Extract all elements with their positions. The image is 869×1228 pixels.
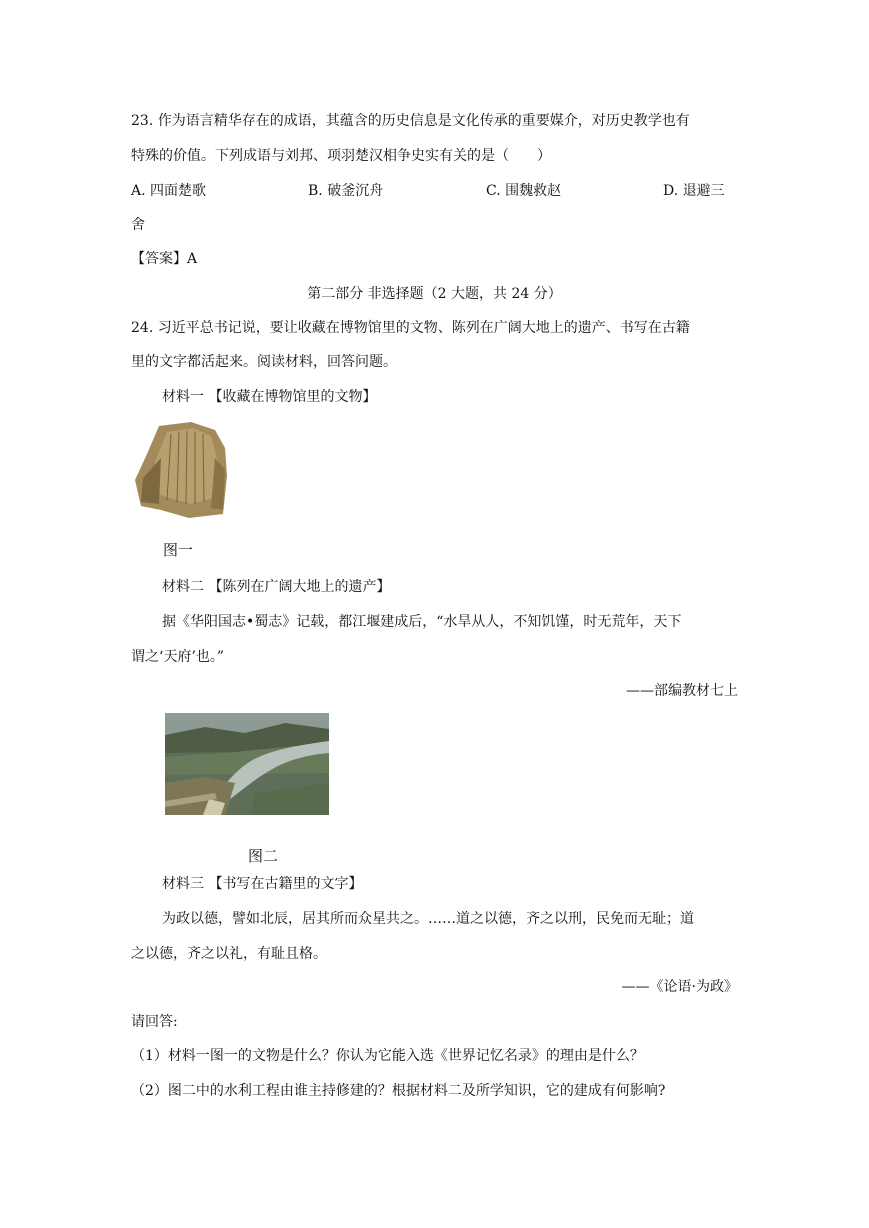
figure2-label: 图二 [248,847,279,865]
part2-title: 第二部分 非选择题（2 大题，共 24 分） [307,286,562,302]
material2-source: ——部编教材七上 [626,683,738,699]
material3-source: ——《论语·为政》 [621,979,738,995]
answer-prompt: 请回答: [131,1014,178,1030]
sub-question-2: （2）图二中的水利工程由谁主持修建的？根据材料二及所学知识，它的建成有何影响? [131,1083,666,1099]
q24-stem-line2: 里的文字都活起来。阅读材料，回答问题。 [131,354,397,370]
material3-text-line2: 之以德，齐之以礼，有耻且格。 [131,946,327,962]
q23-option-b: B. 破釜沉舟 [308,183,384,199]
q23-option-d: D. 退避三 [663,183,725,199]
material2-text-line2: 谓之‘天府’也。” [131,649,225,665]
dujiangyan-photo [165,713,329,815]
q23-stem-line1: 23. 作为语言精华存在的成语，其蕴含的历史信息是文化传承的重要媒介，对历史教学也有 [131,113,690,129]
q23-answer: 【答案】A [131,251,198,267]
material3-text-line1: 为政以德，譬如北辰，居其所而众星共之。……道之以德，齐之以刑，民免而无耻；道 [162,911,694,927]
dujiangyan-image [165,713,329,815]
material3-heading: 材料三 【书写在古籍里的文字】 [162,876,363,892]
q24-stem-line1: 24. 习近平总书记说，要让收藏在博物馆里的文物、陈列在广阔大地上的遗产、书写在古籍 [131,320,690,336]
q23-option-d-wrap: 舍 [131,217,145,233]
material2-text-line1: 据《华阳国志•蜀志》记载，都江堰建成后，“水旱从人，不知饥馑，时无荒年，天下 [162,614,682,630]
bamboo-slip-photo [131,418,231,524]
material2-heading: 材料二 【陈列在广阔大地上的遗产】 [162,579,391,595]
material1-heading: 材料一 【收藏在博物馆里的文物】 [162,389,377,405]
sub-question-1: （1）材料一图一的文物是什么？你认为它能入选《世界记忆名录》的理由是什么？ [131,1048,644,1064]
q23-option-c: C. 围魏救赵 [486,183,562,199]
figure1-label: 图一 [163,541,194,559]
q23-stem-line2: 特殊的价值。下列成语与刘邦、项羽楚汉相争史实有关的是（ ） [131,148,551,164]
q23-option-a: A. 四面楚歌 [131,183,207,199]
bamboo-slip-image [131,418,231,524]
